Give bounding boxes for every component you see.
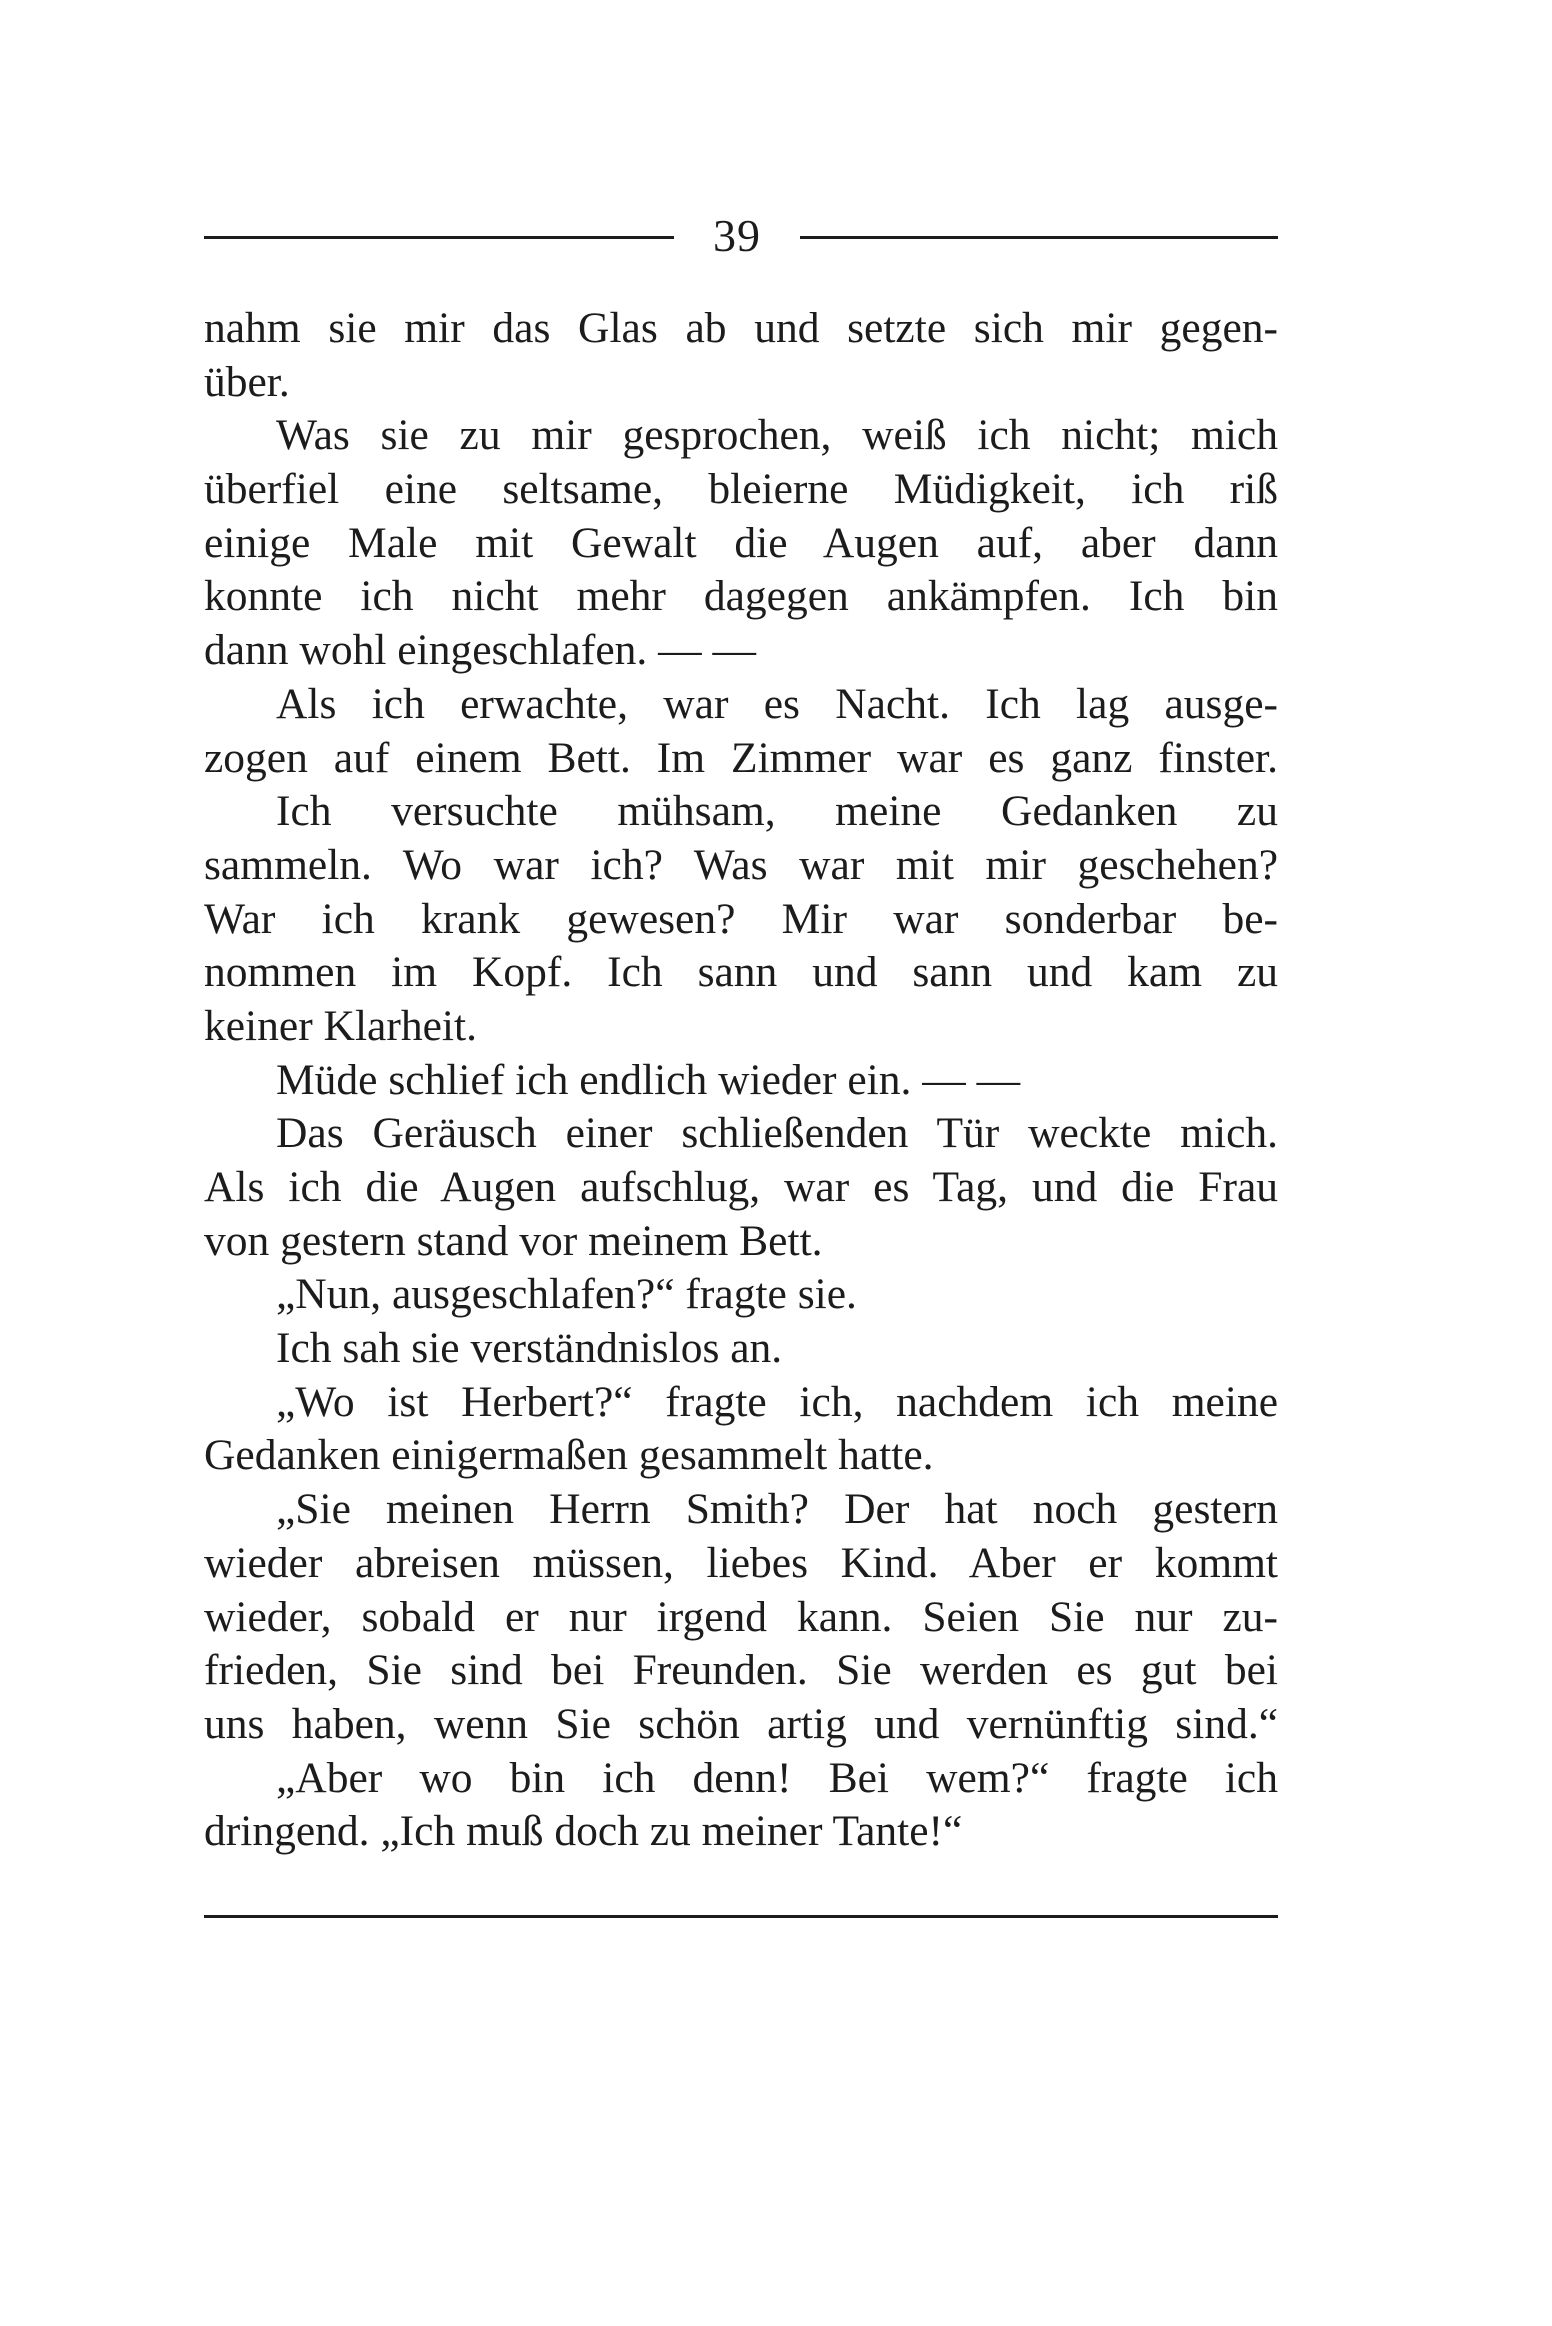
text-line: zogen auf einem Bett. Im Zimmer war es ganz finster. xyxy=(204,733,1278,782)
text-line: Als ich erwachte, war es Nacht. Ich lag ausge- xyxy=(276,679,1278,728)
header-rule-left xyxy=(204,236,674,239)
text-line: einige Male mit Gewalt die Augen auf, aber dann xyxy=(204,518,1278,567)
text-line: Müde schlief ich endlich wieder ein. — — xyxy=(276,1055,1021,1104)
text-line: sammeln. Wo war ich? Was war mit mir geschehen? xyxy=(204,840,1278,889)
text-line: Ich sah sie verständnislos an. xyxy=(276,1324,783,1373)
text-line: wieder, sobald er nur irgend kann. Seien Sie nur zu- xyxy=(204,1592,1278,1641)
text-line: über. xyxy=(204,357,290,406)
text-line: dringend. „Ich muß doch zu meiner Tante!“ xyxy=(204,1807,963,1856)
text-line: Gedanken einigermaßen gesammelt hatte. xyxy=(204,1431,934,1480)
text-line: dann wohl eingeschlafen. — — xyxy=(204,626,757,675)
text-line: nommen im Kopf. Ich sann und sann und kam zu xyxy=(204,948,1278,997)
text-line: Als ich die Augen aufschlug, war es Tag, und die Frau xyxy=(204,1163,1278,1211)
footer-rule xyxy=(204,1915,1278,1918)
text-line: War ich krank gewesen? Mir war sonderbar be- xyxy=(204,894,1278,943)
text-line: nahm sie mir das Glas ab und setzte sich mir gegen- xyxy=(204,304,1278,352)
text-line: Ich versuchte mühsam, meine Gedanken zu xyxy=(276,787,1278,836)
text-line: „Nun, ausgeschlafen?“ fragte sie. xyxy=(276,1270,857,1319)
text-line: keiner Klarheit. xyxy=(204,1001,477,1050)
page-number: 39 xyxy=(713,210,761,261)
text-line: Was sie zu mir gesprochen, weiß ich nicht; mich xyxy=(276,411,1278,460)
body-text xyxy=(204,302,1278,1859)
text-line: von gestern stand vor meinem Bett. xyxy=(204,1216,823,1265)
text-line: frieden, Sie sind bei Freunden. Sie werden es gut bei xyxy=(204,1646,1278,1695)
text-line: „Sie meinen Herrn Smith? Der hat noch gestern xyxy=(276,1485,1278,1534)
header-rule-right xyxy=(800,236,1278,239)
text-line: konnte ich nicht mehr dagegen ankämpfen. Ich bin xyxy=(204,572,1278,621)
text-line: wieder abreisen müssen, liebes Kind. Aber er kommt xyxy=(204,1538,1278,1587)
page-header xyxy=(204,206,1278,266)
text-line: „Wo ist Herbert?“ fragte ich, nachdem ich meine xyxy=(276,1377,1278,1426)
text-line: uns haben, wenn Sie schön artig und vernünftig sind.“ xyxy=(204,1699,1278,1748)
text-line: Das Geräusch einer schließenden Tür weckte mich. xyxy=(276,1109,1278,1158)
text-line: „Aber wo bin ich denn! Bei wem?“ fragte ich xyxy=(276,1753,1278,1802)
text-line: überfiel eine seltsame, bleierne Müdigkeit, ich riß xyxy=(204,465,1278,514)
